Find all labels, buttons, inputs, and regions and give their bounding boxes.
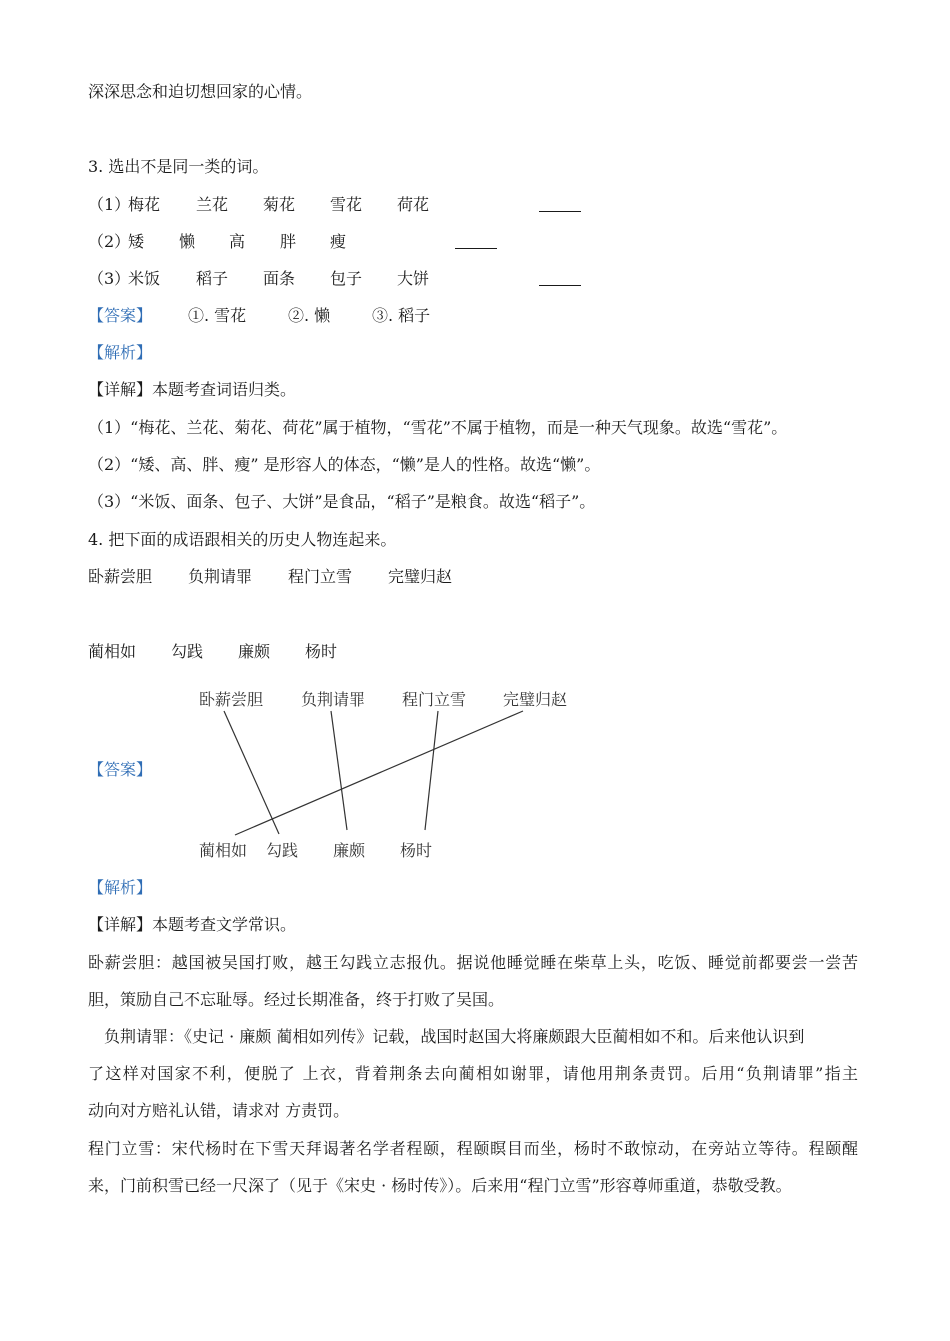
q3-explanation: （2）“矮、高、胖、瘦” 是形容人的体态，“懒”是人的性格。故选“懒”。 bbox=[88, 455, 601, 474]
q4-person: 廉颇 bbox=[238, 642, 271, 661]
q3-word: 矮 bbox=[128, 232, 145, 251]
matching-diagram bbox=[180, 680, 600, 865]
q4-title: 4. 把下面的成语跟相关的历史人物连起来。 bbox=[88, 530, 397, 549]
diagram-idiom: 负荆请罪 bbox=[301, 690, 366, 709]
q3-word: 兰花 bbox=[196, 195, 229, 214]
q3-explanation: （3）“米饭、面条、包子、大饼”是食品，“稻子”是粮食。故选“稻子”。 bbox=[88, 492, 596, 511]
paragraph-line: 程门立雪：宋代杨时在下雪天拜谒著名学者程颐，程颐瞑目而坐，杨时不敢惊动，在旁站立等待。程颐醒 bbox=[88, 1139, 858, 1158]
match-line-wo-xin-gou-jian bbox=[224, 711, 279, 834]
q4-person: 杨时 bbox=[305, 642, 338, 661]
diagram-person: 杨时 bbox=[400, 841, 433, 860]
q3-answer-blank bbox=[539, 211, 581, 212]
q3-word: 瘦 bbox=[330, 232, 347, 251]
paragraph-line: 胆，策励自己不忘耻辱。经过长期准备，终于打败了吴国。 bbox=[88, 990, 505, 1009]
paragraph-line: 动向对方赔礼认错，请求对 方责罚。 bbox=[88, 1101, 350, 1120]
q4-idiom: 负荆请罪 bbox=[188, 567, 253, 586]
q3-word: 菊花 bbox=[263, 195, 296, 214]
diagram-idiom: 完璧归赵 bbox=[503, 690, 568, 709]
q3-explanation: （1）“梅花、兰花、菊花、荷花”属于植物，“雪花”不属于植物，而是一种天气现象。故选“雪花”。 bbox=[88, 418, 788, 437]
diagram-idiom: 卧薪尝胆 bbox=[199, 690, 264, 709]
analysis-tag: 【解析】 bbox=[88, 343, 153, 362]
q4-person: 勾践 bbox=[171, 642, 204, 661]
diagram-person: 蔺相如 bbox=[199, 841, 248, 860]
q3-row-label: （3） bbox=[88, 269, 131, 288]
diagram-idiom: 程门立雪 bbox=[402, 690, 467, 709]
q4-detail: 【详解】本题考查文学常识。 bbox=[88, 915, 297, 934]
q3-word: 稻子 bbox=[196, 269, 229, 288]
q3-word: 面条 bbox=[263, 269, 296, 288]
paragraph-line: 了这样对国家不利，便脱了 上衣，背着荆条去向蔺相如谢罪，请他用荆条责罚。后用“负荆请罪”指主 bbox=[88, 1064, 858, 1083]
q4-idiom: 完璧归赵 bbox=[388, 567, 453, 586]
analysis-tag: 【解析】 bbox=[88, 878, 153, 897]
match-line-wan-bi-lin-xiang-ru bbox=[235, 711, 523, 835]
q3-word: 米饭 bbox=[128, 269, 161, 288]
q3-answer-blank bbox=[539, 285, 581, 286]
q3-answer: ②. 懒 bbox=[288, 306, 331, 325]
q3-title: 3. 选出不是同一类的词。 bbox=[88, 157, 269, 176]
q3-word: 懒 bbox=[179, 232, 196, 251]
q3-row-label: （2） bbox=[88, 232, 131, 251]
diagram-person: 廉颇 bbox=[333, 841, 366, 860]
paragraph-line: 来，门前积雪已经一尺深了（见于《宋史 · 杨时传》）。后来用“程门立雪”形容尊师重道，恭敬受教。 bbox=[88, 1176, 792, 1195]
answer-tag: 【答案】 bbox=[88, 306, 153, 325]
q3-word: 梅花 bbox=[128, 195, 161, 214]
match-line-fu-jing-lian-po bbox=[331, 711, 347, 830]
q3-word: 胖 bbox=[280, 232, 297, 251]
q3-answer: ③. 稻子 bbox=[372, 306, 431, 325]
q4-person: 蔺相如 bbox=[88, 642, 137, 661]
q3-word: 大饼 bbox=[397, 269, 430, 288]
q4-idiom: 卧薪尝胆 bbox=[88, 567, 153, 586]
paragraph-line: 负荆请罪：《史记 · 廉颇 蔺相如列传》记载，战国时赵国大将廉颇跟大臣蔺相如不和。后来他认识到 bbox=[104, 1027, 805, 1046]
q3-answer-blank bbox=[455, 248, 497, 249]
paragraph-line: 卧薪尝胆：越国被吴国打败，越王勾践立志报仇。据说他睡觉睡在柴草上头，吃饭、睡觉前都要尝一尝苦 bbox=[88, 953, 858, 972]
match-line-cheng-men-yang-shi bbox=[425, 711, 438, 830]
diagram-person: 勾践 bbox=[266, 841, 299, 860]
q4-idiom: 程门立雪 bbox=[288, 567, 353, 586]
q3-detail: 【详解】本题考查词语归类。 bbox=[88, 380, 297, 399]
intro-line: 深深思念和迫切想回家的心情。 bbox=[88, 82, 313, 101]
q3-answer: ①. 雪花 bbox=[188, 306, 247, 325]
q3-word: 雪花 bbox=[330, 195, 363, 214]
q3-row-label: （1） bbox=[88, 195, 131, 214]
q3-word: 高 bbox=[229, 232, 246, 251]
q3-word: 包子 bbox=[330, 269, 363, 288]
answer-tag: 【答案】 bbox=[88, 760, 153, 779]
q3-word: 荷花 bbox=[397, 195, 430, 214]
